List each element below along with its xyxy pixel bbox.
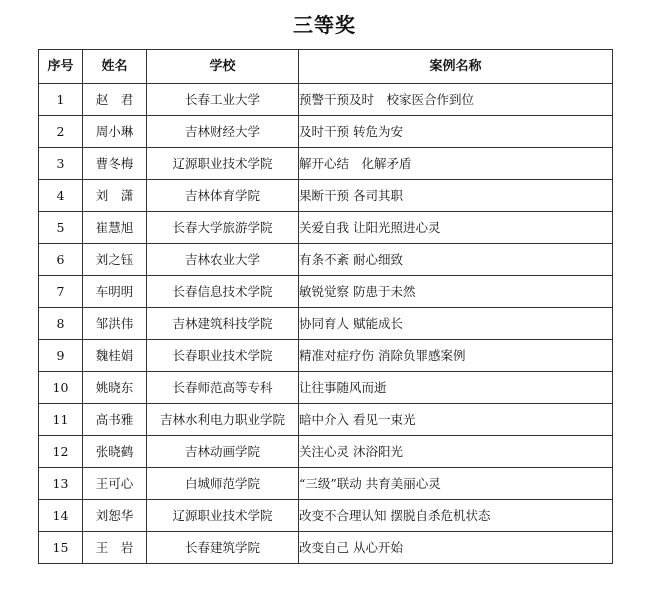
cell-name: 张晓鹤: [83, 436, 147, 468]
cell-name: 刘恕华: [83, 500, 147, 532]
header-school: 学校: [147, 50, 299, 84]
cell-no: 9: [39, 340, 83, 372]
table-row: [39, 340, 613, 372]
cell-school: 长春大学旅游学院: [147, 212, 299, 244]
cell-case-title: 让往事随风而逝: [299, 372, 613, 404]
cell-school: 吉林农业大学: [147, 244, 299, 276]
cell-school: 白城师范学院: [147, 468, 299, 500]
table-row: [39, 180, 613, 212]
header-name: 姓名: [83, 50, 147, 84]
table-row: [39, 500, 613, 532]
cell-name: 崔慧旭: [83, 212, 147, 244]
cell-name: 赵 君: [83, 84, 147, 116]
cell-school: 吉林体育学院: [147, 180, 299, 212]
cell-no: 15: [39, 532, 83, 564]
cell-case-title: 果断干预 各司其职: [299, 180, 613, 212]
cell-school: 长春信息技术学院: [147, 276, 299, 308]
cell-case-title: 精准对症疗伤 消除负罪感案例: [299, 340, 613, 372]
table-body: [39, 84, 613, 564]
cell-no: 10: [39, 372, 83, 404]
table-row: [39, 212, 613, 244]
cell-case-title: 关注心灵 沐浴阳光: [299, 436, 613, 468]
cell-school: 辽源职业技术学院: [147, 148, 299, 180]
header-no: 序号: [39, 50, 83, 84]
cell-school: 吉林财经大学: [147, 116, 299, 148]
awards-table: [38, 49, 613, 564]
cell-case-title: 解开心结 化解矛盾: [299, 148, 613, 180]
cell-school: 长春工业大学: [147, 84, 299, 116]
cell-case-title: 有条不紊 耐心细致: [299, 244, 613, 276]
table-row: [39, 436, 613, 468]
table-row: [39, 468, 613, 500]
cell-name: 曹冬梅: [83, 148, 147, 180]
cell-name: 王可心: [83, 468, 147, 500]
cell-case-title: 关爱自我 让阳光照进心灵: [299, 212, 613, 244]
cell-no: 11: [39, 404, 83, 436]
cell-case-title: 改变自己 从心开始: [299, 532, 613, 564]
cell-school: 长春职业技术学院: [147, 340, 299, 372]
table-row: [39, 276, 613, 308]
cell-case-title: “三级”联动 共育美丽心灵: [299, 468, 613, 500]
cell-no: 14: [39, 500, 83, 532]
cell-case-title: 改变不合理认知 摆脱自杀危机状态: [299, 500, 613, 532]
cell-no: 8: [39, 308, 83, 340]
table-row: [39, 148, 613, 180]
cell-school: 吉林建筑科技学院: [147, 308, 299, 340]
cell-case-title: 及时干预 转危为安: [299, 116, 613, 148]
cell-no: 7: [39, 276, 83, 308]
cell-no: 1: [39, 84, 83, 116]
table-header-row: [39, 50, 613, 84]
cell-no: 5: [39, 212, 83, 244]
cell-school: 长春师范高等专科: [147, 372, 299, 404]
cell-case-title: 协同育人 赋能成长: [299, 308, 613, 340]
cell-case-title: 暗中介入 看见一束光: [299, 404, 613, 436]
cell-name: 姚晓东: [83, 372, 147, 404]
table-row: [39, 244, 613, 276]
cell-no: 12: [39, 436, 83, 468]
cell-name: 邹洪伟: [83, 308, 147, 340]
cell-name: 周小琳: [83, 116, 147, 148]
cell-name: 刘 潇: [83, 180, 147, 212]
table-row: [39, 308, 613, 340]
cell-no: 4: [39, 180, 83, 212]
cell-name: 车明明: [83, 276, 147, 308]
cell-school: 吉林动画学院: [147, 436, 299, 468]
cell-no: 6: [39, 244, 83, 276]
table-row: [39, 404, 613, 436]
cell-name: 高书雅: [83, 404, 147, 436]
cell-no: 3: [39, 148, 83, 180]
header-case: 案例名称: [299, 50, 613, 84]
page-title: 三等奖: [293, 13, 356, 37]
table-row: [39, 116, 613, 148]
cell-no: 2: [39, 116, 83, 148]
cell-name: 王 岩: [83, 532, 147, 564]
cell-no: 13: [39, 468, 83, 500]
cell-school: 长春建筑学院: [147, 532, 299, 564]
cell-name: 刘之钰: [83, 244, 147, 276]
cell-school: 辽源职业技术学院: [147, 500, 299, 532]
table-row: [39, 532, 613, 564]
cell-case-title: 敏锐觉察 防患于未然: [299, 276, 613, 308]
table-row: [39, 84, 613, 116]
cell-school: 吉林水利电力职业学院: [147, 404, 299, 436]
table-row: [39, 372, 613, 404]
cell-name: 魏桂娟: [83, 340, 147, 372]
cell-case-title: 预警干预及时 校家医合作到位: [299, 84, 613, 116]
